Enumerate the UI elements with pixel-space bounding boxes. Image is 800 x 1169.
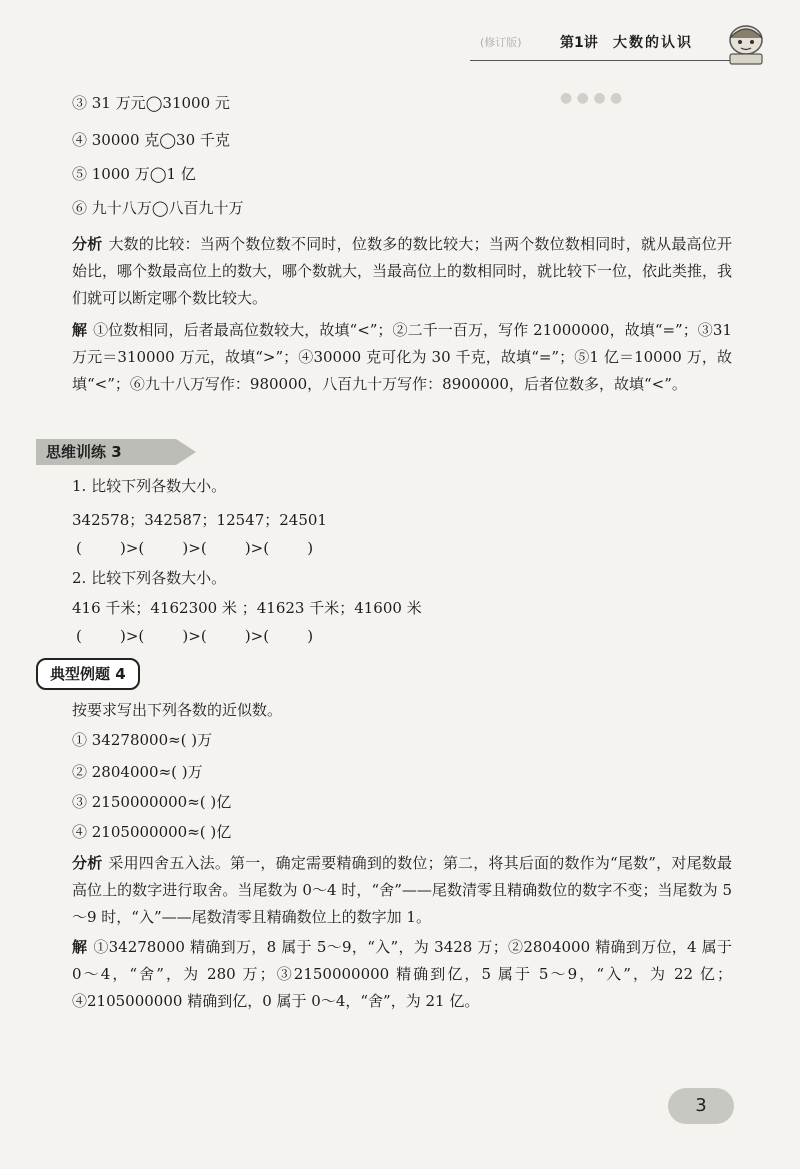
example-item: ① 34278000≈( )万 — [72, 731, 213, 749]
analysis-label: 分析 — [72, 854, 103, 872]
header-rule — [470, 60, 730, 61]
series-label: (修订版) — [480, 36, 522, 49]
analysis-paragraph — [72, 850, 732, 931]
solution-text: ①位数相同，后者最高位数较大，故填“<”；②二千一百万，写作 21000000，故填“=”；③31 万元＝310000 万元，故填“>”；④30000 克可化为 30 千克，故填“=”；⑤1 亿＝10000 万，故填“<”；⑥九十八万写作：980000，八百九十万写作：8900000，后者位数多，故填“<”。 — [72, 321, 732, 393]
example-item: ② 2804000≈( )万 — [72, 763, 203, 781]
question-1-numbers: 342578；342587；12547；24501 — [72, 511, 327, 529]
lesson-label: 第1讲 — [560, 35, 598, 51]
section-title-example: 典型例题 4 — [36, 658, 140, 690]
analysis-text: 采用四舍五入法。第一，确定需要精确到的数位；第二，将其后面的数作为“尾数”，对尾数最高位上的数字进行取舍。当尾数为 0～4 时，“舍”——尾数清零且精确数位的数字不变；当尾数为 5～9 时，“入”——尾数清零且精确数位上的数字加 1。 — [72, 854, 732, 926]
example-item: ④ 2105000000≈( )亿 — [72, 823, 232, 841]
question-2: 2. 比较下列各数大小。 — [72, 569, 227, 587]
compare-item: ⑥ 九十八万◯八百九十万 — [72, 199, 244, 217]
example-item: ③ 2150000000≈( )亿 — [72, 793, 232, 811]
solution-paragraph — [72, 934, 732, 1015]
analysis-label: 分析 — [72, 235, 103, 253]
example-prompt: 按要求写出下列各数的近似数。 — [72, 701, 283, 719]
mascot-icon — [716, 20, 776, 66]
section-title-training: 思维训练 3 — [36, 439, 176, 465]
compare-item: ④ 30000 克◯30 千克 — [72, 131, 230, 149]
question-1: 1. 比较下列各数大小。 — [72, 477, 227, 495]
solution-label: 解 — [72, 938, 88, 956]
solution-paragraph — [72, 317, 732, 398]
compare-item: ⑤ 1000 万◯1 亿 — [72, 165, 196, 183]
analysis-paragraph — [72, 231, 732, 312]
solution-text: ①34278000 精确到万，8 属于 5～9，“入”，为 3428 万；②2804000 精确到万位，4 属于 0～4，“舍”，为 280 万；③2150000000 精确到亿，5 属于 5～9，“入”，为 22 亿；④2105000000 精确到亿，0 属于 0～4，“舍”，为 21 亿。 — [72, 938, 732, 1010]
bleed-through: ● ● ● ● — [560, 90, 623, 106]
question-2-numbers: 416 千米；4162300 米 ；41623 千米；41600 米 — [72, 599, 422, 617]
page-number: 3 — [668, 1088, 734, 1124]
compare-item: ③ 31 万元◯31000 元 — [72, 94, 230, 112]
analysis-text: 大数的比较：当两个数位数不同时，位数多的数比较大；当两个数位数相同时，就从最高位开始比，哪个数最高位上的数大，哪个数就大，当最高位上的数相同时，就比较下一位，依此类推，我们就可以断定哪个数比较大。 — [72, 235, 733, 307]
running-header — [470, 30, 710, 56]
topic-label: 大数的认识 — [613, 35, 693, 51]
solution-label: 解 — [72, 321, 88, 339]
answer-blanks[interactable]: ( )>( )>( )>( ) — [76, 627, 314, 645]
answer-blanks[interactable]: ( )>( )>( )>( ) — [76, 539, 314, 557]
